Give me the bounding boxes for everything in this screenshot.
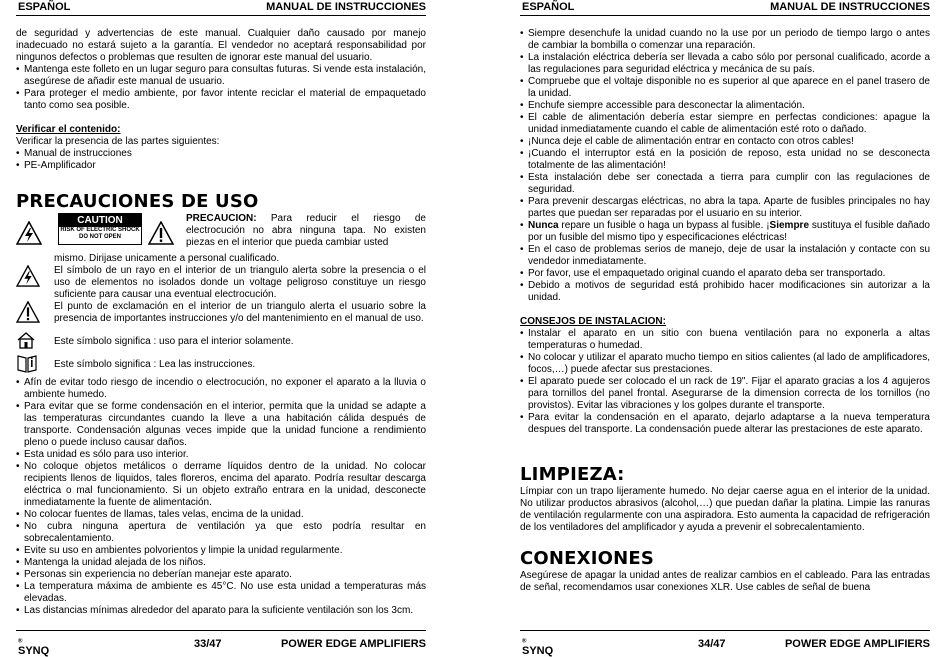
page-footer bbox=[520, 630, 930, 657]
list-item: • No colocar fuentes de llamas, tales velas, encima de la unidad. bbox=[16, 509, 426, 521]
precautions-list bbox=[16, 377, 426, 617]
footer-brand: SYNQ ® bbox=[18, 638, 50, 657]
list-item: • Nunca repare un fusible o haga un bypass al fusible. ¡Siempre sustituya el fusible dañado por un fusible del mismo tipo y especificaciones eléctricas! bbox=[520, 220, 930, 244]
exclamation-warning-icon bbox=[148, 221, 174, 245]
intro-paragraph: de seguridad y advertencias de este manual. Cualquier daño causado por manejo inadecuado no estará sujeto a la garantía. El vendedor no aceptará responsabilidad por ningunos defectos o problemas que resulten de ignorar este manual del usuario. bbox=[16, 28, 426, 63]
list-item: • Para proteger el medio ambiente, por favor intente reciclar el material de empaquetado tanto como sea posible. bbox=[16, 88, 426, 112]
list-item: • Esta instalación debe ser conectada a tierra para cumplir con las regulaciones de seguridad. bbox=[520, 172, 930, 196]
list-item: • Evite su uso en ambientes polvorientos y limpie la unidad regularmente. bbox=[16, 545, 426, 557]
installation-list bbox=[520, 328, 930, 436]
header-title: MANUAL DE INSTRUCCIONES bbox=[266, 1, 426, 13]
list-item: • Esta unidad es sólo para uso interior. bbox=[16, 449, 426, 461]
page-body bbox=[520, 28, 930, 594]
cleaning-paragraph: Límpiar con un trapo lijeramente humedo. No dejar caerse agua en el interior de la unidad. No utilizar productos abrasivos (alcohol,…) que puedan dañar la platina. Limpie las ranuras de ventilación regularmente con una aspiradora. Esto aumenta la capacidad de refrigeración de los ventiladores del amplificador y ayuda a prevenir el sobrecalentamiento. bbox=[520, 486, 930, 533]
header-title: MANUAL DE INSTRUCCIONES bbox=[770, 1, 930, 13]
caution-continuation: mismo. Dirijase unicamente a personal cualificado. bbox=[54, 253, 280, 264]
list-item: • La instalación eléctrica debería ser llevada a cabo sólo por personal cualificado, acorde a las regulaciones para seguridad eléctrica y mecánica de su país. bbox=[520, 52, 930, 76]
page-number: 34/47 bbox=[698, 638, 726, 650]
header-language: ESPAÑOL bbox=[522, 1, 575, 13]
page-header bbox=[520, 0, 930, 16]
footer-brand: SYNQ ® bbox=[522, 638, 554, 657]
list-item: • El aparato puede ser colocado el un rack de 19". Fijar el aparato gracias a los 4 agujeros para tornillos del panel frontal. Asegurarse de la dimension correcta de los tornillos (no provistos). Evitar las vibraciones y los golpes durante el transporte. bbox=[520, 376, 930, 412]
list-item: • Instalar el aparato en un sitio con buena ventilación para no exponerla a altas temperaturas o humedad. bbox=[520, 328, 930, 352]
lightning-explanation bbox=[16, 265, 426, 301]
verify-heading: Verificar el contenido: bbox=[16, 124, 121, 135]
page-34 bbox=[520, 0, 930, 657]
list-item: • Para evitar que se forme condensación en el interior, permita que la unidad se adapte a las temperaturas circundantes cuando la lleve a una habitación cálida después de transporte. Condensación algunas veces impide que la unidad funcione a rendimiento pleno o puede incluso causar daños. bbox=[16, 401, 426, 449]
indoor-explanation bbox=[16, 331, 426, 353]
intro-bullets bbox=[16, 64, 426, 112]
page-33 bbox=[16, 0, 426, 657]
cleaning-heading: LIMPIEZA: bbox=[520, 464, 625, 485]
list-item: • No colocar y utilizar el aparato mucho tiempo en sitios calientes (al lado de amplificadores, focos,…) puede afectar sus prestaciones. bbox=[520, 352, 930, 376]
list-item: • PE-Amplificador bbox=[16, 160, 426, 172]
indoor-use-icon bbox=[16, 331, 36, 349]
read-instructions-icon bbox=[16, 353, 38, 373]
read-text: Este símbolo significa : Lea las instrucciones. bbox=[54, 359, 256, 370]
caution-block bbox=[16, 213, 426, 253]
connections-heading: CONEXIONES bbox=[520, 548, 655, 569]
list-item: • El cable de alimentación debería estar siempre en perfectas condiciones: apague la unidad inmediatamente cuando el cable de alimentación esté roto o dañado. bbox=[520, 112, 930, 136]
list-item: • Siempre desenchufe la unidad cuando no la use por un periodo de tiempo largo o antes de cambiar la bombilla o comenzar una reparación. bbox=[520, 28, 930, 52]
exclamation-warning-icon bbox=[16, 301, 40, 323]
list-item: • No coloque objetos metálicos o derrame líquidos dentro de la unidad. No colocar recipients llenos de liquidos, tales floreros, encima del aparato. Podría resultar descarga eléctrica o mal funcionamiento. Si un objeto extraño entrara en la unidad, desconecte inmediatamente la fuente de alimentación. bbox=[16, 461, 426, 509]
footer-product: POWER EDGE AMPLIFIERS bbox=[784, 638, 930, 650]
precautions-heading: PRECAUCIONES DE USO bbox=[16, 191, 259, 212]
list-item: • La temperatura máxima de ambiente es 45°C. No use esta unidad a temperaturas más elevadas. bbox=[16, 581, 426, 605]
header-language: ESPAÑOL bbox=[18, 1, 71, 13]
lightning-text: El símbolo de un rayo en el interior de un triangulo alerta sobre la presencia o el uso de elementos no isolados donde un voltage peligroso constituye un riesgo suficiente para causar una eventual electrocución. bbox=[54, 265, 426, 300]
caution-sign-subtitle: RISK OF ELECTRIC SHOCK DO NOT OPEN bbox=[60, 227, 140, 240]
list-item: • Por favor, use el empaquetado original cuando el aparato deba ser transportado. bbox=[520, 268, 930, 280]
list-item: • ¡Nunca deje el cable de alimentación entrar en contacto con otros cables! bbox=[520, 136, 930, 148]
list-item: • Afín de evitar todo riesgo de incendio o electrocución, no exponer el aparato a la lluvia o ambiente humedo. bbox=[16, 377, 426, 401]
list-item: • Mantenga este folleto en un lugar seguro para consultas futuras. Si vende esta instalación, asegúrese de añadir este manual de usuario. bbox=[16, 64, 426, 88]
list-item: • ¡Cuando el interruptor está en la posición de reposo, esta unidad no se desconecta totalmente de las alimentación! bbox=[520, 148, 930, 172]
list-item: • Las distancias mínimas alrededor del aparato para la suficiente ventilación son los 3cm. bbox=[16, 605, 426, 617]
connections-paragraph: Asegúrese de apagar la unidad antes de realizar cambios en el cableado. Para las entradas de señal, recomendamos usar conexiones XLR. Use cables de señal de buena bbox=[520, 570, 930, 593]
list-item: • Debido a motivos de seguridad está prohibido hacer modificaciones sin autorizar a la unidad. bbox=[520, 280, 930, 304]
list-item: • Compruebe que el voltaje disponible no es superior al que aparece en el panel trasero de la unidad. bbox=[520, 76, 930, 100]
page-header bbox=[16, 0, 426, 16]
caution-paragraph bbox=[186, 213, 426, 253]
exclamation-text: El punto de exclamación en el interior de un triangulo alerta el usuario sobre la presencia de importantes instrucciones y/o del mantenimiento en el manual de uso. bbox=[54, 301, 426, 324]
page-footer bbox=[16, 630, 426, 657]
list-item: • No cubra ninguna apertura de ventilación ya que esto podría resultar en sobrecalentamiento. bbox=[16, 521, 426, 545]
lightning-warning-icon bbox=[16, 221, 42, 245]
caution-sign bbox=[58, 213, 142, 245]
lightning-warning-icon bbox=[16, 265, 40, 287]
page-body bbox=[16, 28, 426, 617]
caution-figure bbox=[16, 213, 186, 253]
verify-list bbox=[16, 148, 426, 172]
page-number: 33/47 bbox=[194, 638, 222, 650]
verify-intro: Verificar la presencia de las partes siguientes: bbox=[16, 136, 220, 147]
exclamation-explanation bbox=[16, 301, 426, 327]
read-explanation bbox=[16, 353, 426, 377]
caution-label: PRECAUCION: bbox=[186, 213, 257, 224]
list-item: • Personas sin experiencia no deberían manejar este aparato. bbox=[16, 569, 426, 581]
footer-product: POWER EDGE AMPLIFIERS bbox=[280, 638, 426, 650]
list-item: • En el caso de problemas serios de manejo, deje de usar la instalación y contacte con su vendedor inmediatamente. bbox=[520, 244, 930, 268]
list-item: • Para prevenir descargas eléctricas, no abra la tapa. Aparte de fusibles principales no hay partes que puedan ser reparadas por el usuario en su interior. bbox=[520, 196, 930, 220]
list-item: • Enchufe siempre accessible para desconectar la alimentación. bbox=[520, 100, 930, 112]
list-item: • Manual de instrucciones bbox=[16, 148, 426, 160]
caution-sign-title: CAUTION bbox=[59, 214, 141, 227]
installation-heading: CONSEJOS DE INSTALACION: bbox=[520, 316, 666, 327]
list-item: • Mantenga la unidad alejada de los niños. bbox=[16, 557, 426, 569]
caution-text: Para reducir el riesgo de electrocución no abra ninguna tapa. No existen piezas en el interior que pueda cambiar usted bbox=[186, 213, 426, 248]
list-item: • Para evitar la condensación en el aparato, dejarlo adaptarse a la nueva temperatura despues del transporte. La condensación puede alterar las prestaciones de este aparato. bbox=[520, 412, 930, 436]
safety-list bbox=[520, 28, 930, 304]
indoor-text: Este símbolo significa : uso para el interior solamente. bbox=[54, 336, 294, 347]
